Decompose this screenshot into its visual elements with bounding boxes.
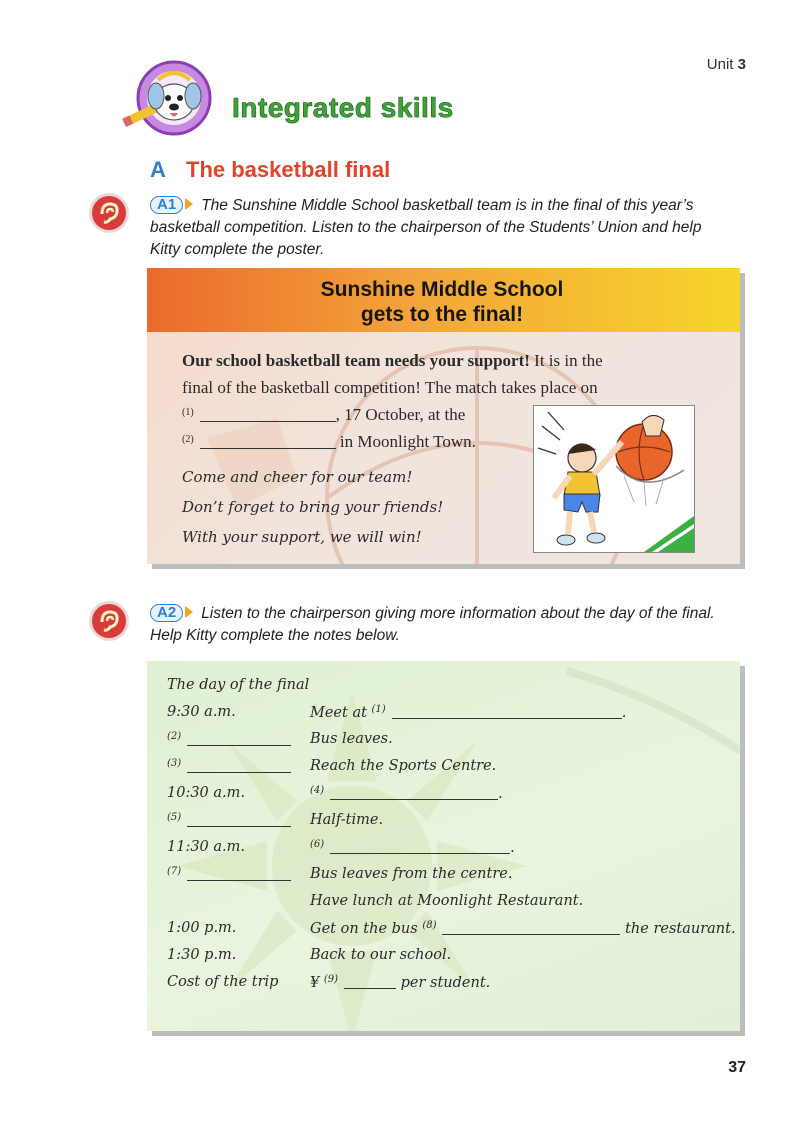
notes-blank-4[interactable] (330, 785, 498, 800)
notes-row-6-text: $^{(6)}$ . (310, 839, 515, 856)
poster-cheer-1: Come and cheer for our team! (182, 468, 413, 486)
notes-row-11-label: Cost of the trip (167, 974, 279, 990)
notes-row-5-time: (5) (167, 812, 291, 829)
a1-instructions: A1 The Sunshine Middle School basketball team is in the final of this year’s basketball competition. Listen to the chairperson of the Students’ Union and help Kitty complete the poster. (150, 196, 702, 258)
notes-blank-5[interactable] (187, 812, 291, 827)
poster-blank-2[interactable] (200, 434, 336, 449)
notes-row-9-text: Get on the bus $^{(8)}$ the restaurant. (310, 920, 736, 937)
unit-number: 3 (737, 56, 746, 73)
listening-icon (88, 192, 130, 234)
notes-row-3-time: (3) (167, 758, 291, 775)
notes-row-1-time: 9:30 a.m. (167, 704, 236, 720)
notes-row-9-time: 1:00 p.m. (167, 920, 237, 936)
page-title: Integrated skills (232, 92, 454, 123)
notes-row-10-text: Back to our school. (310, 947, 452, 963)
section-title: The basketball final (186, 157, 391, 182)
poster-line-2: final of the basketball competition! The match takes place on (182, 378, 598, 397)
notes-blank-2[interactable] (187, 731, 291, 746)
notes-row-7-time: (7) (167, 866, 291, 883)
notes-row-2-time: (2) (167, 731, 291, 748)
poster-blank-1-line: $^{(1)}$ , 17 October, at the (182, 405, 466, 424)
play-arrow-icon (185, 198, 193, 210)
notes-row-8-text: Have lunch at Moonlight Restaurant. (310, 893, 584, 909)
notes-row-2-text: Bus leaves. (310, 731, 393, 747)
notes-row-1-text: Meet at $^{(1)}$ . (310, 704, 627, 721)
notes-row-6-time: 11:30 a.m. (167, 839, 246, 855)
notes-row-10-time: 1:30 p.m. (167, 947, 237, 963)
notes-blank-3[interactable] (187, 758, 291, 773)
notes-row-3-text: Reach the Sports Centre. (310, 758, 497, 774)
notes-row-4-text: $^{(4)}$ . (310, 785, 503, 802)
notes-row-5-text: Half-time. (310, 812, 384, 828)
notes-heading: The day of the final (167, 677, 310, 693)
notes-blank-1[interactable] (392, 704, 622, 719)
poster-cheer-2: Don’t forget to bring your friends! (182, 498, 444, 516)
notes-blank-7[interactable] (187, 866, 291, 881)
notes-row-4-time: 10:30 a.m. (167, 785, 246, 801)
unit-label: Unit 3 (706, 56, 746, 73)
section-heading (150, 157, 390, 183)
play-arrow-icon (185, 606, 193, 618)
a1-badge: A1 (150, 196, 183, 214)
a2-instructions: A2 Listen to the chairperson giving more information about the day of the final. Help Kitty complete the notes below. (150, 604, 715, 644)
section-letter: A (150, 157, 166, 182)
basketball-player-illustration-icon (533, 405, 695, 553)
notes-panel (147, 661, 740, 1031)
listening-icon (88, 600, 130, 642)
poster-line-1: Our school basketball team needs your support! It is in the (182, 351, 603, 370)
dog-mascot-icon (116, 60, 226, 138)
notes-blank-6[interactable] (330, 839, 510, 854)
notes-blank-9[interactable] (344, 974, 396, 989)
poster-title: Sunshine Middle School gets to the final! (320, 278, 564, 326)
notes-blank-8[interactable] (442, 920, 620, 935)
poster-blank-1[interactable] (200, 407, 336, 422)
page-number: 37 (728, 1059, 746, 1076)
poster (147, 268, 740, 564)
poster-blank-2-line: $^{(2)}$ in Moonlight Town. (182, 432, 476, 451)
notes-row-11-text: ¥ $^{(9)}$ per student. (310, 974, 491, 991)
poster-cheer-3: With your support, we will win! (182, 528, 422, 546)
a2-badge: A2 (150, 604, 183, 622)
notes-row-7-text: Bus leaves from the centre. (310, 866, 513, 882)
